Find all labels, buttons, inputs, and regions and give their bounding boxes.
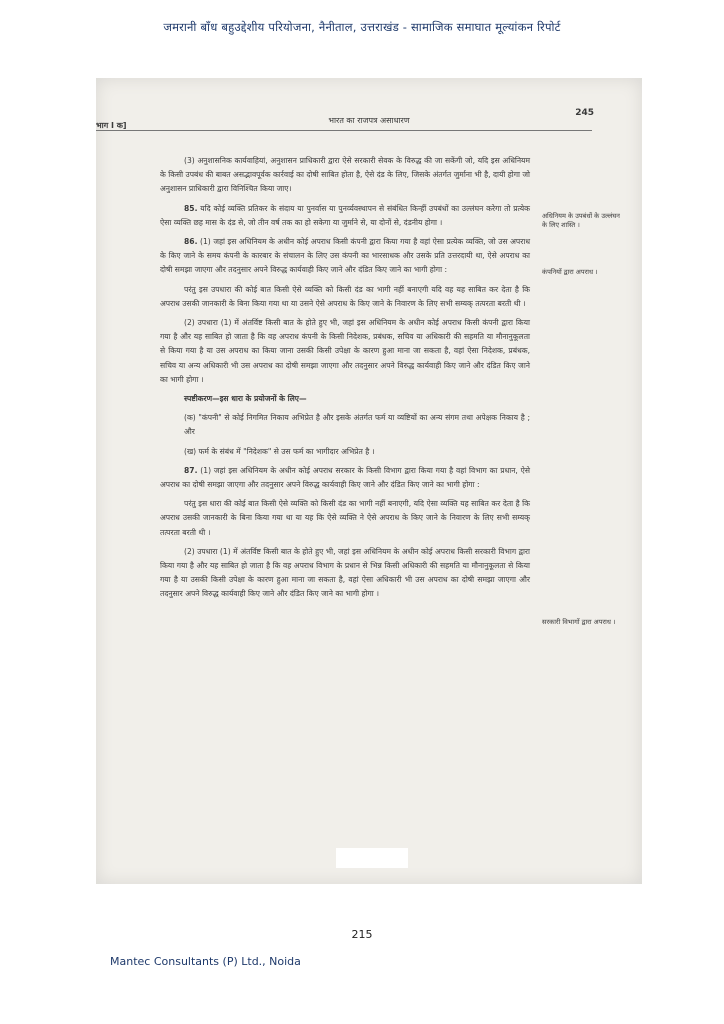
explanation-clause-b: (ख) फर्म के संबंध में "निदेशक" से उस फर्म का भागीदार अभिप्रेत है । [184, 446, 375, 456]
part-label: भाग I क] [96, 121, 127, 130]
section-87-1-text: (1) जहां इस अधिनियम के अधीन कोई अपराध सरकार के किसी विभाग द्वारा किया गया है वहां विभाग का प्रधान, ऐसे अपराध का दोषी समझा जाएगा और तदनुसार अपने विरुद्ध कार्यवाही किए जाने और दंडित किए जाने का भागी होगा : [160, 465, 530, 490]
section-85-number: 85. [184, 203, 198, 213]
footer-company-name: Mantec Consultants (P) Ltd., Noida [110, 955, 301, 968]
section-87-proviso: परंतु इस धारा की कोई बात किसी ऐसे व्यक्ति को किसी दंड का भागी नहीं बनाएगी, यदि ऐसा व्यक्ति यह साबित कर देता है कि अपराध उसकी जानकारी के बिना किया गया था या यह कि ऐसे व्यक्ति ने ऐसे अपराध के किए जाने के निवारण के लिए सभी सम्यक् तत्परता बरती थी । [160, 499, 530, 537]
scan-blank-patch [336, 848, 408, 868]
section-86-1 [160, 235, 530, 278]
margin-note-85: अधिनियम के उपबंधों के उल्लंघन के लिए शास्ति । [542, 212, 620, 229]
section-86-proviso: परंतु इस उपधारा की कोई बात किसी ऐसे व्यक्ति को किसी दंड का भागी नहीं बनाएगी यदि वह यह साबित कर देता है कि अपराध उसकी जानकारी के बिना किया गया था या उसने ऐसे अपराध के किए जाने के निवारण के लिए सभी सम्यक् तत्परता बरती थी । [160, 284, 530, 308]
section-87-number: 87. [184, 465, 198, 475]
paragraph-disciplinary: (3) अनुशासनिक कार्यवाहियां, अनुशासन प्राधिकारी द्वारा ऐसे सरकारी सेवक के विरुद्ध की जा सकेंगी जो, यदि इस अधिनियम के किसी उपबंध की बाबत असद्भावपूर्वक कार्रवाई का दोषी साबित होता है, ऐसे दंड के लिए, जिसके अंतर्गत जुर्माना भी है, दायी होगा जो अनुशासन प्राधिकारी द्वारा विनिश्चित किया जाए। [160, 156, 530, 194]
gazette-title: भारत का राजपत्र असाधारण [328, 116, 410, 125]
margin-note-87: सरकारी विभागों द्वारा अपराध । [542, 618, 616, 626]
explanation-clause-a: (क) "कंपनी" से कोई निगमित निकाय अभिप्रेत है और इसके अंतर्गत फर्म या व्यष्टियों का अन्य संगम तथा अपेक्षक निकाय है ; और [184, 413, 530, 437]
section-85 [160, 202, 530, 230]
margin-note-86: कंपनियों द्वारा अपराध । [542, 268, 598, 276]
section-86-number: 86. [184, 237, 198, 247]
header-rule [96, 130, 592, 131]
gazette-page-number: 245 [575, 108, 594, 118]
section-86-1-text: (1) जहां इस अधिनियम के अधीन कोई अपराध किसी कंपनी द्वारा किया गया है वहां ऐसा प्रत्येक व्यक्ति, जो उस अपराध के किए जाने के समय कंपनी के कारबार के संचालन के लिए उस कंपनी का भारसाधक और उसके प्रति उत्तरदायी था, ऐसे अपराध का दोषी समझा जाएगा और तदनुसार अपने विरुद्ध कार्यवाही किए जाने और दंडित किए जाने का भागी होगा : [160, 237, 530, 275]
gazette-body-text [160, 154, 530, 607]
section-86-2: (2) उपधारा (1) में अंतर्विष्ट किसी बात के होते हुए भी, जहां इस अधिनियम के अधीन कोई अपराध किसी कंपनी द्वारा किया गया है और यह साबित हो जाता है कि वह अपराध कंपनी के किसी निदेशक, प्रबंधक, सचिव या अधिकारी की सहमति या मौनानुकूलता से किया गया है या उस अपराध का किया जाना उसकी किसी उपेक्षा के कारण हुआ माना जा सकता है, वहां ऐसा निदेशक, प्रबंधक, सचिव या अन्य अधिकारी भी उस अपराध का दोषी समझा जाएगा और तदनुसार अपने विरुद्ध कार्यवाही किए जाने और दंडित किए जाने का भागी होगा । [160, 318, 530, 384]
section-87-1 [160, 464, 530, 492]
section-85-text: यदि कोई व्यक्ति प्रतिकर के संदाय या पुनर्वास या पुनर्व्यवस्थापन से संबंधित किन्हीं उपबंधों का उल्लंघन करेगा तो प्रत्येक ऐसा व्यक्ति छह मास के दंड से, जो तीन वर्ष तक का हो सकेगा या जुर्माने से, या दोनों से, दंडनीय होगा । [160, 203, 530, 227]
explanation-heading: स्पष्टीकरण—इस धारा के प्रयोजनों के लिए— [184, 394, 307, 404]
report-header-title: जमरानी बाँध बहुउद्देशीय परियोजना, नैनीताल, उत्तराखंड - सामाजिक समाघात मूल्यांकन रिपोर्ट [163, 20, 561, 34]
section-87-2: (2) उपधारा (1) में अंतर्विष्ट किसी बात के होते हुए भी, जहां इस अधिनियम के अधीन कोई अपराध किसी सरकारी विभाग द्वारा किया गया है और यह साबित हो जाता है कि वह अपराध विभाग के प्रधान से भिन्न किसी अधिकारी की सहमति या मौनानुकूलता से किया गया है या उसकी किसी उपेक्षा के कारण हुआ माना जा सकता है, वहां ऐसा अधिकारी भी उस अपराध का दोषी समझा जाएगा और तदनुसार अपने विरुद्ध कार्यवाही किए जाने और दंडित किए जाने का भागी होगा । [160, 546, 530, 599]
scanned-gazette-page [96, 78, 642, 884]
footer-page-number: 215 [351, 928, 373, 941]
